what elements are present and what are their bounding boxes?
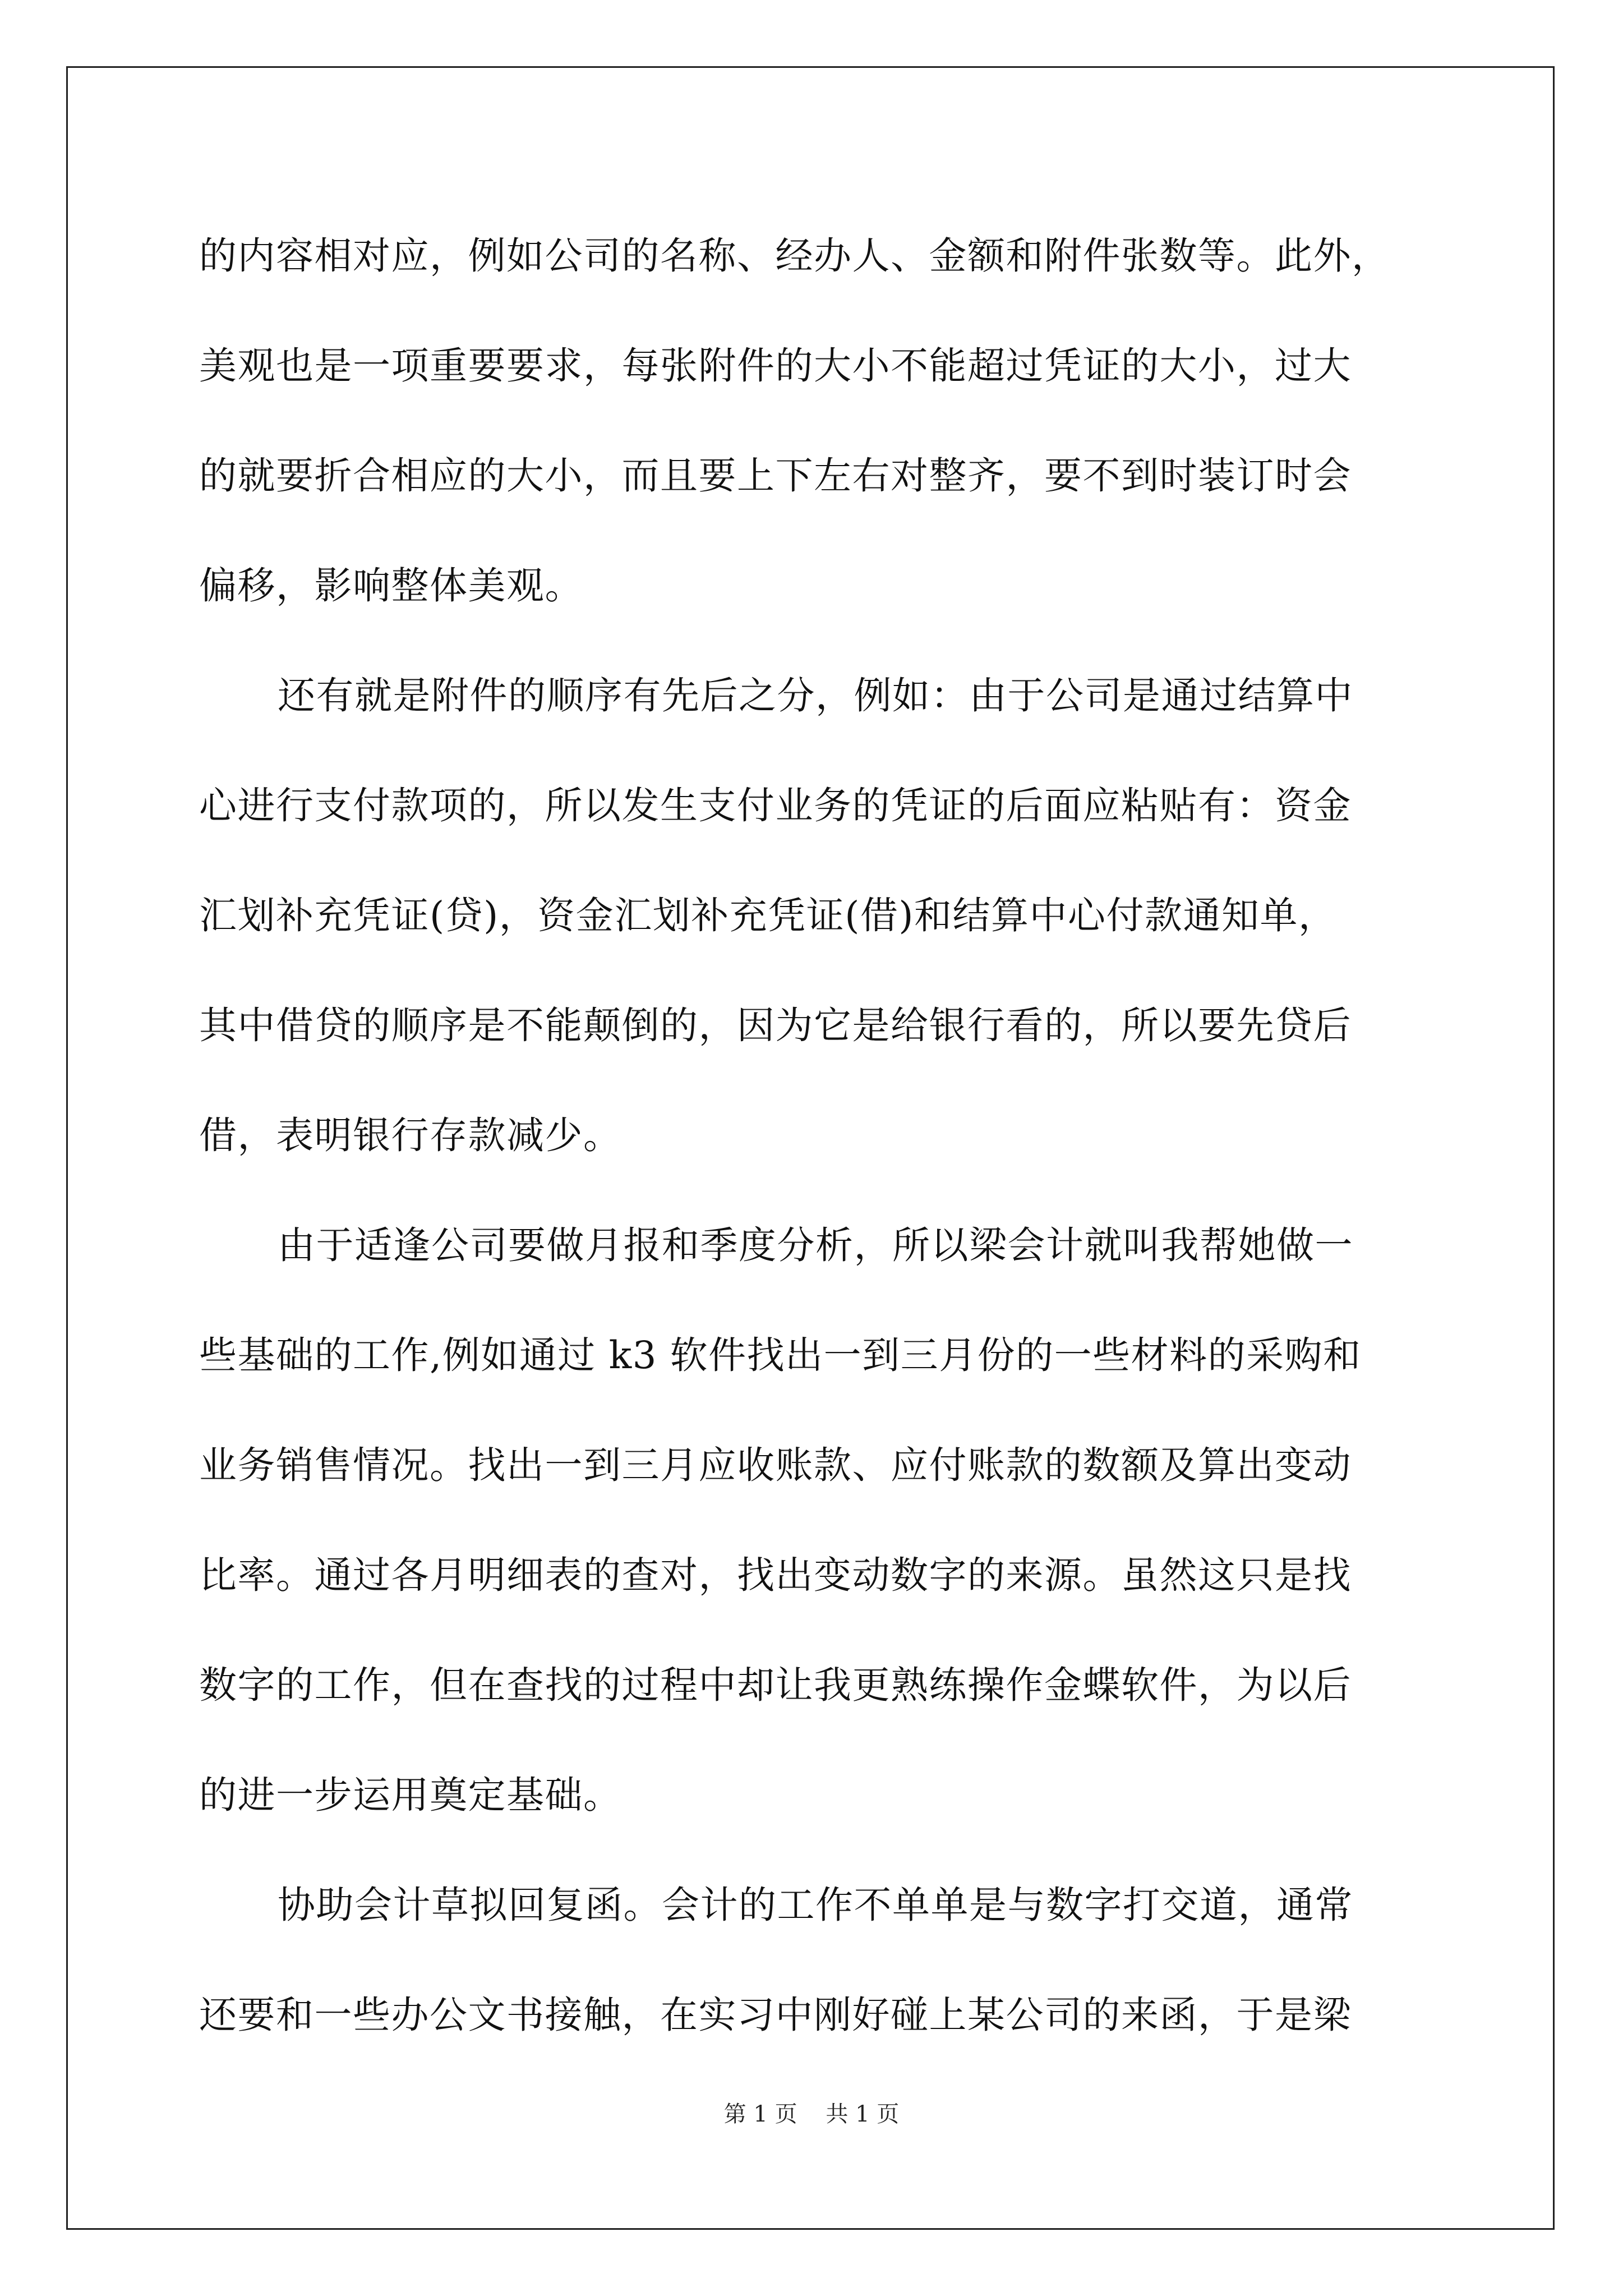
text-line: 的内容相对应，例如公司的名称、经办人、金额和附件张数等。此外， [199, 234, 1390, 278]
text-line: 业务销售情况。找出一到三月应收账款、应付账款的数额及算出变动 [199, 1443, 1352, 1487]
text-line: 心进行支付款项的，所以发生支付业务的凭证的后面应粘贴有：资金 [199, 784, 1352, 827]
paragraph-first-line: 协助会计草拟回复函。会计的工作不单单是与数字打交道，通常 [278, 1883, 1353, 1927]
text-line: 的就要折合相应的大小，而且要上下左右对整齐，要不到时装订时会 [199, 454, 1352, 498]
document-body [199, 201, 1427, 2070]
text-line: 还要和一些办公文书接触，在实习中刚好碰上某公司的来函，于是梁 [199, 1993, 1352, 2037]
text-line: 的进一步运用奠定基础。 [199, 1773, 622, 1817]
text-line: 偏移，影响整体美观。 [199, 564, 583, 608]
paragraph-first-line: 还有就是附件的顺序有先后之分，例如：由于公司是通过结算中 [278, 674, 1353, 717]
text-line: 其中借贷的顺序是不能颠倒的，因为它是给银行看的，所以要先贷后 [199, 1004, 1352, 1047]
text-line: 些基础的工作,例如通过 k3 软件找出一到三月份的一些材料的采购和 [199, 1333, 1362, 1377]
text-line: 汇划补充凭证(贷)，资金汇划补充凭证(借)和结算中心付款通知单， [199, 894, 1337, 937]
paragraph-first-line: 由于适逢公司要做月报和季度分析，所以梁会计就叫我帮她做一 [278, 1223, 1353, 1267]
text-line: 数字的工作，但在查找的过程中却让我更熟练操作金蝶软件，为以后 [199, 1663, 1352, 1707]
text-line: 比率。通过各月明细表的查对，找出变动数字的来源。虽然这只是找 [199, 1553, 1352, 1597]
text-line: 借，表明银行存款减少。 [199, 1114, 622, 1157]
text-line: 美观也是一项重要要求，每张附件的大小不能超过凭证的大小，过大 [199, 344, 1352, 388]
page-footer: 第 1 页 共 1 页 [723, 2101, 900, 2127]
